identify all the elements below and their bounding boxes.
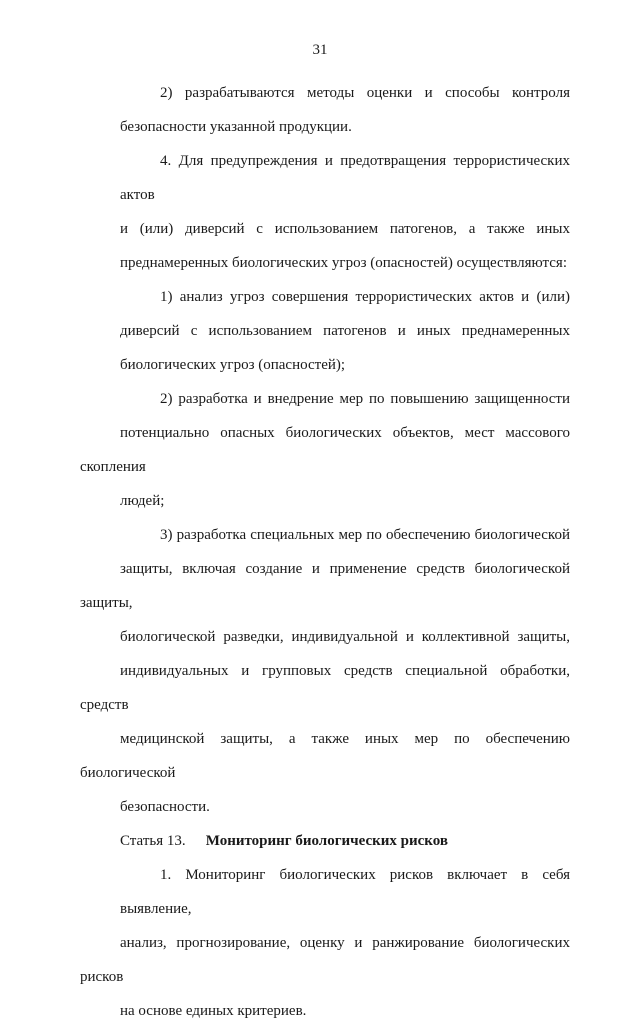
- page-number: 31: [312, 42, 328, 58]
- text-line: 1) анализ угроз совершения террористических актов и (или): [160, 289, 570, 305]
- text-line: биологических угроз (опасностей);: [120, 357, 346, 373]
- paragraph-subitem-3-special-measures: [80, 518, 570, 824]
- text-line: потенциально опасных биологических объектов, мест массового скопления: [80, 425, 570, 475]
- text-line: 4. Для предупреждения и предотвращения террористических актов: [120, 153, 570, 203]
- text-line: безопасности указанной продукции.: [120, 119, 352, 135]
- text-line: медицинской защиты, а также иных мер по обеспечению биологической: [80, 731, 570, 781]
- text-line: биологической разведки, индивидуальной и коллективной защиты,: [120, 629, 570, 645]
- document-body: [80, 76, 570, 1028]
- paragraph-subitem-1-threat-analysis: [80, 280, 570, 382]
- paragraph-point-4-prevention: [80, 144, 570, 280]
- article-heading: [80, 824, 570, 858]
- paragraph-subitem-2-protection-measures: [80, 382, 570, 518]
- article-number: Статья 13.: [120, 833, 186, 849]
- text-line: и (или) диверсий с использованием патогенов, а также иных: [120, 221, 570, 237]
- text-line: 2) разрабатываются методы оценки и способы контроля: [160, 85, 570, 101]
- text-line: людей;: [120, 493, 165, 509]
- text-line: диверсий с использованием патогенов и иных преднамеренных: [120, 323, 570, 339]
- text-line: безопасности.: [120, 799, 210, 815]
- text-line: преднамеренных биологических угроз (опасностей) осуществляются:: [120, 255, 567, 271]
- text-line: на основе единых критериев.: [120, 1003, 307, 1019]
- article-title: Мониторинг биологических рисков: [205, 833, 448, 849]
- paragraph-item-2-quality-control: [80, 76, 570, 144]
- text-line: 3) разработка специальных мер по обеспечению биологической: [160, 527, 570, 543]
- text-line: 2) разработка и внедрение мер по повышению защищенности: [160, 391, 570, 407]
- text-line: защиты, включая создание и применение средств биологической защиты,: [80, 561, 570, 611]
- text-line: 1. Мониторинг биологических рисков включает в себя выявление,: [120, 867, 570, 917]
- text-line: индивидуальных и групповых средств специальной обработки, средств: [80, 663, 570, 713]
- paragraph-article-13-point-1: [80, 858, 570, 1028]
- text-line: анализ, прогнозирование, оценку и ранжирование биологических рисков: [80, 935, 570, 985]
